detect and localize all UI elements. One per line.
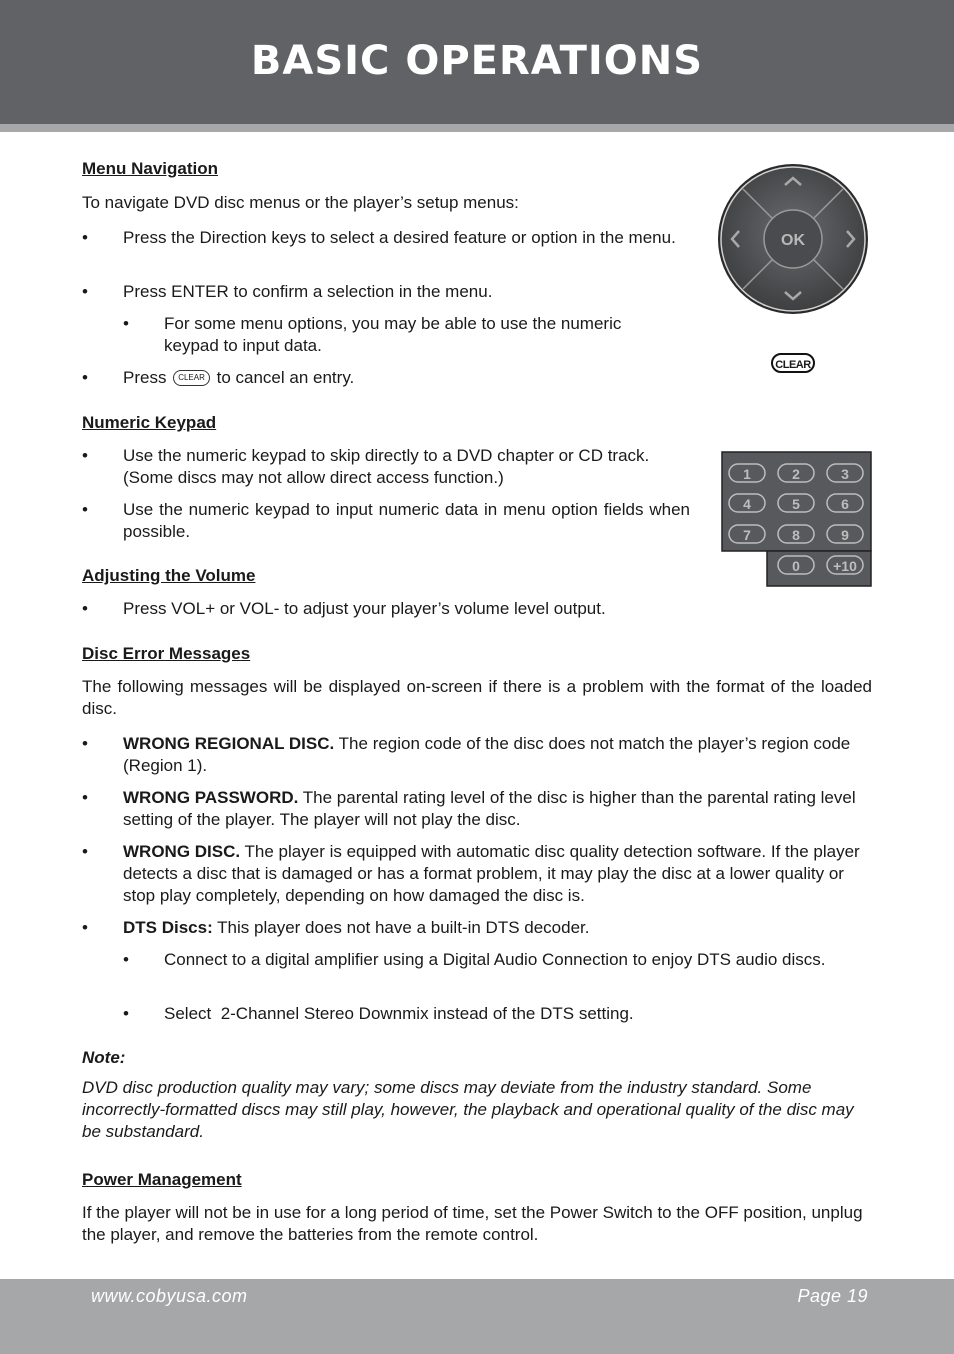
adjusting-volume-heading: Adjusting the Volume <box>82 566 256 585</box>
key-1: 1 <box>743 466 751 482</box>
key-plus10: +10 <box>833 558 857 574</box>
clear-button-illustration: CLEAR <box>771 353 815 373</box>
power-management-heading: Power Management <box>82 1170 242 1189</box>
ok-label: OK <box>781 232 805 249</box>
menu-navigation-intro: To navigate DVD disc menus or the player’s setup menus: <box>82 193 519 212</box>
power-management-text: If the player will not be in use for a long period of time, set the Power Switch to the OFF position, unplug the player, and remove the batteries from the remote control. <box>82 1203 863 1244</box>
key-8: 8 <box>792 527 800 543</box>
note-text: DVD disc production quality may vary; some discs may deviate from the industry standard. Some incorrectly-formatted discs may still play, however, the playback and operational quality of the disc may be substandard. <box>82 1078 854 1141</box>
key-9: 9 <box>841 527 849 543</box>
direction-pad-illustration <box>713 161 873 319</box>
key-5: 5 <box>792 496 800 512</box>
disc-error-intro: The following messages will be displayed on-screen if there is a problem with the format of the loaded disc. <box>82 677 872 718</box>
key-4: 4 <box>743 496 751 512</box>
menu-navigation-heading: Menu Navigation <box>82 159 219 178</box>
page-title: BASIC OPERATIONS <box>250 38 704 84</box>
key-7: 7 <box>743 527 751 543</box>
header-stripe <box>0 124 954 132</box>
key-3: 3 <box>841 466 849 482</box>
note-heading: Note: <box>82 1048 126 1067</box>
page-number: Page 19 <box>797 1286 868 1306</box>
clear-button-icon: CLEAR <box>173 370 210 386</box>
footer-url: www.cobyusa.com <box>91 1286 248 1306</box>
key-2: 2 <box>792 466 800 482</box>
numeric-keypad-heading: Numeric Keypad <box>82 413 217 432</box>
disc-error-heading: Disc Error Messages <box>82 644 251 663</box>
key-0: 0 <box>792 558 800 574</box>
key-6: 6 <box>841 496 849 512</box>
numeric-keypad-illustration <box>721 451 873 587</box>
